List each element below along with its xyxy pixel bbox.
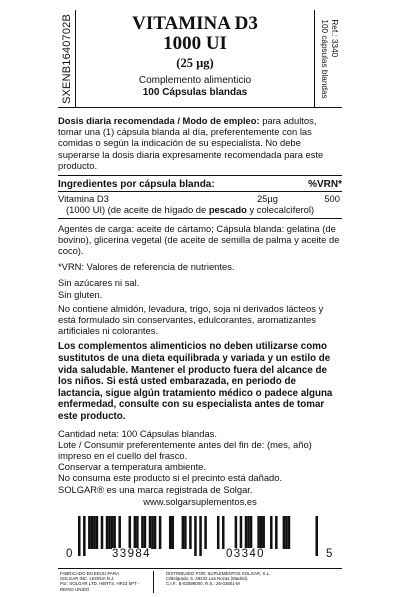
barcode-digits-right: 03340 xyxy=(226,548,265,560)
barcode-bar xyxy=(182,516,185,549)
label-content xyxy=(58,109,342,507)
barcode-bar xyxy=(159,516,162,549)
sugar-free-note: Sin azúcares ni sal. xyxy=(58,277,140,289)
barcode-bar xyxy=(285,516,288,549)
barcode-bar xyxy=(118,516,121,549)
side-code: SXENB1640702B xyxy=(60,13,73,105)
distributor-line-1: DISTRIBUIDO POR: SUPLEMENTOS SOLGAR, S.L. xyxy=(166,571,271,576)
warning-paragraph: Los complementos alimenticios no deben utilizarse como sustitutos de una dieta equilibrada y variada y un estilo de vida saludable. Mantener el producto fuera del alcance de los niños. Si está usted embarazada, en periodo de lactancia, sigue algún tratamiento médico o padece alguna enfermedad, consulte con su especialista antes de tomar este producto. xyxy=(58,341,333,423)
ref-text xyxy=(319,19,339,98)
barcode-bar xyxy=(93,516,96,549)
vrn-note: *VRN: Valores de referencia de nutrientes. xyxy=(58,261,235,273)
gluten-free-note: Sin gluten. xyxy=(58,288,103,300)
barcode-bar xyxy=(204,516,207,549)
manufacturer-line-2: SOLGAR INC. LEONIA N.J. xyxy=(60,576,115,582)
barcode-bar xyxy=(129,516,132,549)
ingredients-mid-rule xyxy=(58,191,342,192)
barcode-bar xyxy=(235,516,238,549)
title-block xyxy=(76,10,314,99)
ref-number: Ref.: 3340 xyxy=(329,19,339,58)
product-label xyxy=(58,10,342,590)
product-strength: 1000 UI xyxy=(163,33,227,54)
label-footer xyxy=(58,568,342,592)
barcode-bar xyxy=(240,516,243,549)
dosage-heading: Dosis diaria recomendada / Modo de empleo: xyxy=(58,115,260,126)
ingredients-bottom-rule xyxy=(58,218,342,219)
vrn-heading: %VRN* xyxy=(308,179,342,191)
barcode-bar xyxy=(149,516,152,549)
ingredients-top-rule xyxy=(58,175,342,176)
ingredient-name: Vitamina D3 xyxy=(58,193,109,205)
dosage-paragraph xyxy=(58,115,342,171)
barcode-bar xyxy=(96,516,99,549)
storage-info: Conservar a temperatura ambiente. xyxy=(58,461,206,473)
ingredients-heading: Ingredientes por cápsula blanda: xyxy=(58,179,215,191)
side-code-box xyxy=(58,10,76,108)
supplement-label: Complemento alimenticio xyxy=(138,75,252,86)
barcode-bar xyxy=(111,516,114,549)
barcode-bar xyxy=(189,516,192,549)
barcode-bar xyxy=(106,516,109,549)
barcode-bar xyxy=(270,516,273,549)
trademark-note: SOLGAR® es una marca registrada de Solgar. xyxy=(58,483,253,495)
barcode-bar xyxy=(141,516,144,549)
product-title: VITAMINA D3 xyxy=(132,13,258,34)
ref-box xyxy=(314,10,342,108)
barcode-bar xyxy=(136,516,139,549)
manufacturer-line-1: FABRICADO EN EEUU PARA: xyxy=(60,571,121,576)
ingredient-amount: 25µg xyxy=(256,193,278,205)
barcode-bar xyxy=(247,516,250,549)
barcode-bar xyxy=(217,516,220,549)
distributor-line-3: C.I.F.: B-82599000. R.S.: 26-02801-M xyxy=(166,581,240,587)
ingredient-note xyxy=(58,204,314,215)
barcode-bar xyxy=(262,516,265,549)
barcode-bar xyxy=(151,516,154,549)
free-from-paragraph: No contiene almidón, levadura, trigo, soja ni derivados lácteos y está formulado sin conservantes, edulcorantes, aromatizantes artificiales ni colorantes. xyxy=(58,302,324,337)
barcode-bar xyxy=(194,516,197,556)
barcode-digits-left: 33984 xyxy=(112,548,151,560)
barcode-bar xyxy=(154,516,157,549)
agents-paragraph: Agentes de carga: aceite de cártamo; Cápsula blanda: gelatina (de bovino), glicerina vegetal (de aceite de semilla de palma y aceite de coco). xyxy=(58,222,340,257)
barcode-bar xyxy=(91,516,94,549)
barcode-bar xyxy=(222,516,225,549)
barcode-bar xyxy=(144,516,147,549)
barcode-check-digit: 5 xyxy=(326,548,334,560)
barcode-bar xyxy=(257,516,260,549)
barcode-bar xyxy=(83,516,86,556)
ingredient-vrn: 500 xyxy=(324,193,340,205)
ingredient-allergen: pescado xyxy=(208,204,247,216)
ref-capsules: 100 cápsulas blandas xyxy=(319,19,329,99)
barcode-digit-0: 0 xyxy=(66,548,74,560)
distributor-line-2: C/Belgrado, 6. 28232 Las Rozas (Madrid). xyxy=(166,576,249,582)
manufacturer-info xyxy=(58,571,154,593)
barcode-bar xyxy=(113,516,116,549)
seal-warning: No consuma este producto si el precinto está dañado. xyxy=(58,472,283,484)
barcode-bar xyxy=(199,516,202,556)
website: www.solgarsuplementos.es xyxy=(143,495,257,507)
barcode-bar xyxy=(78,516,81,556)
barcode-bar xyxy=(315,516,318,556)
ingredient-row xyxy=(58,193,342,204)
product-dose: (25 µg) xyxy=(176,56,214,70)
ingredients-header xyxy=(58,179,342,190)
lot-info: Lote / Consumir preferentemente antes del fin de: (mes, año) impreso en el cuello del frasco. xyxy=(58,438,312,462)
barcode-bar xyxy=(88,516,91,549)
barcode-bar xyxy=(250,516,253,549)
ingredient-note-pre: (1000 UI) (de aceite de hígado de xyxy=(66,204,209,216)
net-quantity: Cantidad neta: 100 Cápsulas blandas. xyxy=(58,427,217,439)
barcode-bar xyxy=(283,516,286,549)
manufacturer-line-3: Por: SOLGAR LTD. HERTS. HP23 5PT - REINO UNIDO xyxy=(60,581,140,592)
barcode-bar xyxy=(184,516,187,549)
barcode-bar xyxy=(134,516,137,549)
ingredient-note-row xyxy=(58,204,342,215)
barcode-bar xyxy=(171,516,174,549)
barcode-bar xyxy=(108,516,111,549)
ingredient-note-post: y colecalciferol) xyxy=(246,204,315,216)
barcode xyxy=(64,516,336,568)
distributor-info xyxy=(166,571,340,587)
barcode-bar xyxy=(275,516,278,549)
barcode-bar xyxy=(288,516,291,549)
barcode-bar xyxy=(260,516,263,549)
label-header xyxy=(58,10,342,108)
capsule-count: 100 Cápsulas blandas xyxy=(142,87,248,98)
barcode-bar xyxy=(245,516,248,549)
dosage-text: para adultos, tomar una (1) cápsula blanda al día, preferentemente con las comidas o según la indicación de su especialista. No debe superarse la dosis diaria expresamente recomendada para este producto. xyxy=(58,115,324,171)
barcode-bar xyxy=(101,516,104,549)
barcode-bar xyxy=(169,516,172,549)
